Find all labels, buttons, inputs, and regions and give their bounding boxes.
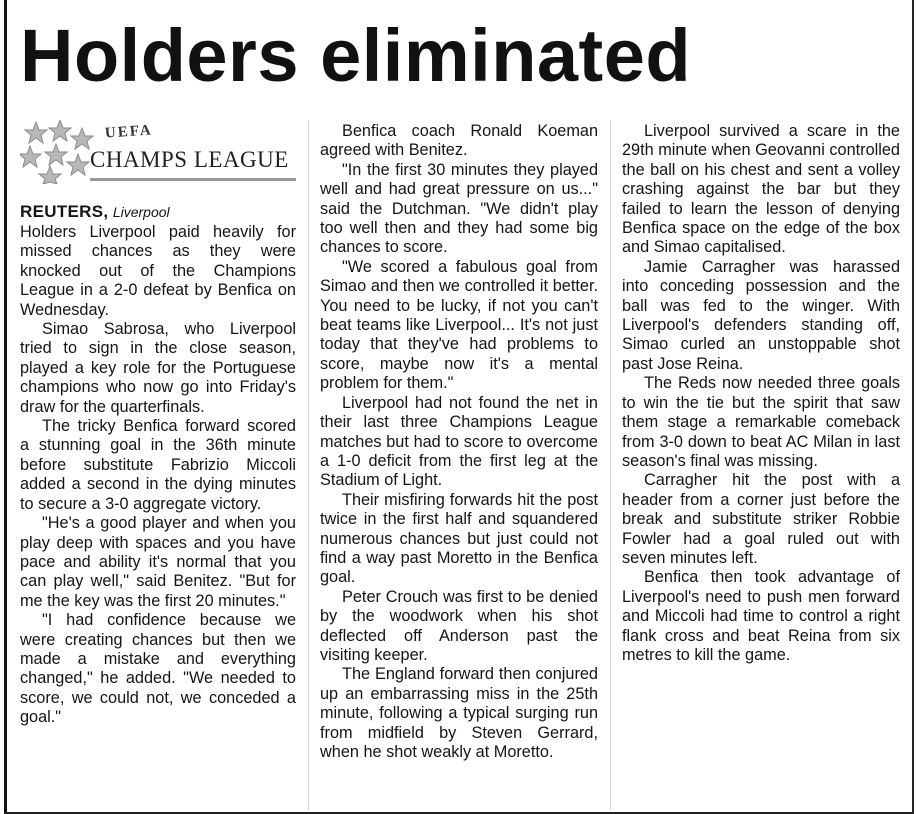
logo-uefa-text: UEFA <box>104 122 154 142</box>
article-paragraph: "In the first 30 minutes they played well and had great pressure on us..." said the Dutchman. "We didn't play too well then and they had some big chances to score. <box>320 160 598 257</box>
article-paragraph: Holders Liverpool paid heavily for missed chances as they were knocked out of the Champions League in a 2-0 defeat by Benfica on Wednesday. <box>20 223 296 319</box>
article-paragraph: Jamie Carragher was harassed into conceding possession and the ball was fed to the winger. With Liverpool's defenders standing off, Simao curled an unstoppable shot past Jose Reina. <box>622 257 900 373</box>
article-column-2 <box>320 122 598 762</box>
article-paragraph: Benfica then took advantage of Liverpool's need to push men forward and Miccoli had time to control a right flank cross and beat Reina from six metres to kill the game. <box>622 568 900 664</box>
article-paragraph: The tricky Benfica forward scored a stunning goal in the 36th minute before substitute Fabrizio Miccoli added a second in the dying minutes to secure a 3-0 aggregate victory. <box>20 417 296 513</box>
logo-underline <box>90 178 296 181</box>
article-paragraph: Simao Sabrosa, who Liverpool tried to sign in the close season, played a key role for the Portuguese champions who now go into Friday's draw for the quarterfinals. <box>20 320 296 416</box>
article-paragraph: "I had confidence because we were creating chances but then we made a mistake and everything changed," he added. "We needed to score, we could not, we conceded a goal." <box>20 611 296 727</box>
right-border-rule <box>912 0 914 814</box>
left-border-rule <box>4 0 7 814</box>
article-paragraph: "We scored a fabulous goal from Simao and then we controlled it better. You need to be lucky, if not you can't beat teams like Liverpool... It's not just today that they've had problems to score, maybe now it's a mental problem for them." <box>320 257 598 393</box>
article-paragraph: The Reds now needed three goals to win the tie but the spirit that saw them stage a remarkable comeback from 3-0 down to beat AC Milan in last season's final was missing. <box>622 374 900 470</box>
article-paragraph: Liverpool survived a scare in the 29th minute when Geovanni controlled the ball on his chest and sent a volley crashing against the bar but they failed to learn the lesson of denying Benfica space on the edge of the box and Simao capitalised. <box>622 122 900 257</box>
column-separator <box>308 120 309 810</box>
article-paragraph: "He's a good player and when you play deep with spaces and you have pace and ability it's normal that you can play well," said Benitez. "But for me the key was the first 20 minutes." <box>20 514 296 610</box>
byline-dateline: Liverpool <box>112 204 170 220</box>
article-paragraph: Carragher hit the post with a header from a corner just before the break and substitute striker Robbie Fowler had a goal ruled out with seven minutes left. <box>622 471 900 567</box>
article-paragraph: Liverpool had not found the net in their last three Champions League matches but had to score to overcome a 1-0 deficit from the first leg at the Stadium of Light. <box>320 393 598 490</box>
byline <box>20 202 296 223</box>
column-1-body <box>20 223 296 728</box>
champions-league-logo <box>20 120 296 184</box>
article-paragraph: Benfica coach Ronald Koeman agreed with Benitez. <box>320 122 598 160</box>
article-headline: Holders eliminated <box>20 14 692 97</box>
column-separator <box>610 120 611 810</box>
article-paragraph: The England forward then conjured up an embarrassing miss in the 25th minute, following a typical surging run from midfield by Steven Gerrard, when he shot weakly at Moretto. <box>320 665 598 761</box>
article-column-3 <box>622 122 900 665</box>
article-column-1 <box>20 120 296 728</box>
article-paragraph: Peter Crouch was first to be denied by the woodwork when his shot deflected off Anderson past the visiting keeper. <box>320 587 598 664</box>
article-paragraph: Their misfiring forwards hit the post twice in the first half and squandered numerous chances but just could not find a way past Moretto in the Benfica goal. <box>320 490 598 587</box>
logo-title-text: CHAMPS LEAGUE <box>90 147 289 172</box>
byline-agency: REUTERS, <box>20 202 109 221</box>
starball-icon <box>20 120 100 184</box>
